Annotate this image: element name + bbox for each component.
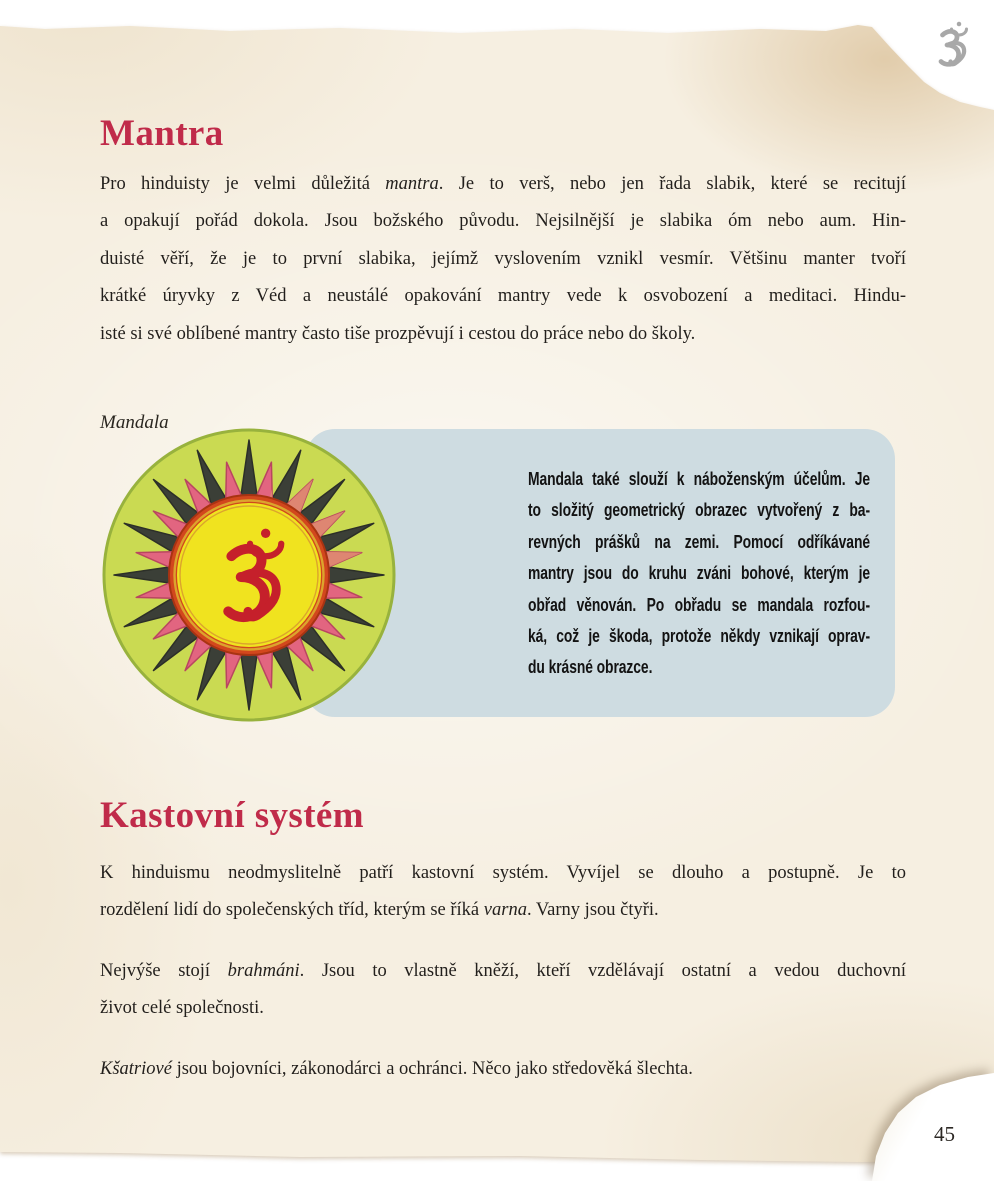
text-line: du krásné obrazce. (528, 656, 653, 678)
mandala-caption: Mandala (100, 412, 169, 433)
text-line: ká, což je škoda, protože někdy vznikají oprav- (528, 624, 870, 646)
text-line: Nejvýše stojí brahmáni. Jsou to vlastně kněží, kteří vzdělávají ostatní a vedou duchovní (100, 961, 906, 981)
callout-text-lines (528, 463, 870, 683)
text-line: mantry jsou do kruhu zváni bohové, kterým je (528, 562, 870, 584)
text-line: rozdělení lidí do společenských tříd, kterým se říká varna. Varny jsou čtyři. (100, 900, 659, 921)
paragraph-mantra-intro (100, 166, 906, 353)
text-line: Kšatriové jsou bojovníci, zákonodárci a ochránci. Něco jako středověká šlechta. (100, 1059, 693, 1079)
paragraph-ksatriove (100, 1051, 906, 1088)
text-line: duisté věří, že je to první slabika, jejímž vyslovením vznikl vesmír. Většinu manter tvoří (100, 248, 906, 269)
mandala-callout-text (528, 463, 870, 683)
section-heading-mantra: Mantra (100, 113, 224, 154)
om-corner-icon (926, 20, 976, 68)
page-number: 45 (934, 1122, 955, 1146)
text-line: obřad věnován. Po obřadu se mandala rozfou- (528, 593, 870, 615)
paragraph-brahmani (100, 953, 906, 1028)
mandala-illustration (102, 428, 396, 722)
text-line: život celé společnosti. (100, 998, 264, 1019)
text-line: isté si své oblíbené mantry často tiše prozpěvují i cestou do práce nebo do školy. (100, 323, 696, 344)
text-line: a opakují pořád dokola. Jsou božského původu. Nejsilnější je slabika óm nebo aum. Hin- (100, 211, 906, 232)
page-curl (828, 1040, 994, 1181)
text-line: krátké úryvky z Véd a neustálé opakování mantry vede k osvobození a meditaci. Hindu- (100, 286, 906, 307)
text-line: revných prášků na zemi. Pomocí odříkávané (528, 530, 870, 552)
text-line: to složitý geometrický obrazec vytvořený z ba- (528, 499, 870, 521)
section-heading-caste: Kastovní systém (100, 795, 364, 836)
text-line: K hinduismu neodmyslitelně patří kastovní systém. Vyvíjel se dlouho a postupně. Je to (100, 863, 906, 883)
page-curl-flap (828, 1040, 994, 1181)
text-line: Pro hinduisty je velmi důležitá mantra. Je to verš, nebo jen řada slabik, které se recitují (100, 174, 906, 194)
text-line: Mandala také slouží k náboženským účelům. Je (528, 468, 870, 489)
paragraph-caste-intro (100, 855, 906, 930)
